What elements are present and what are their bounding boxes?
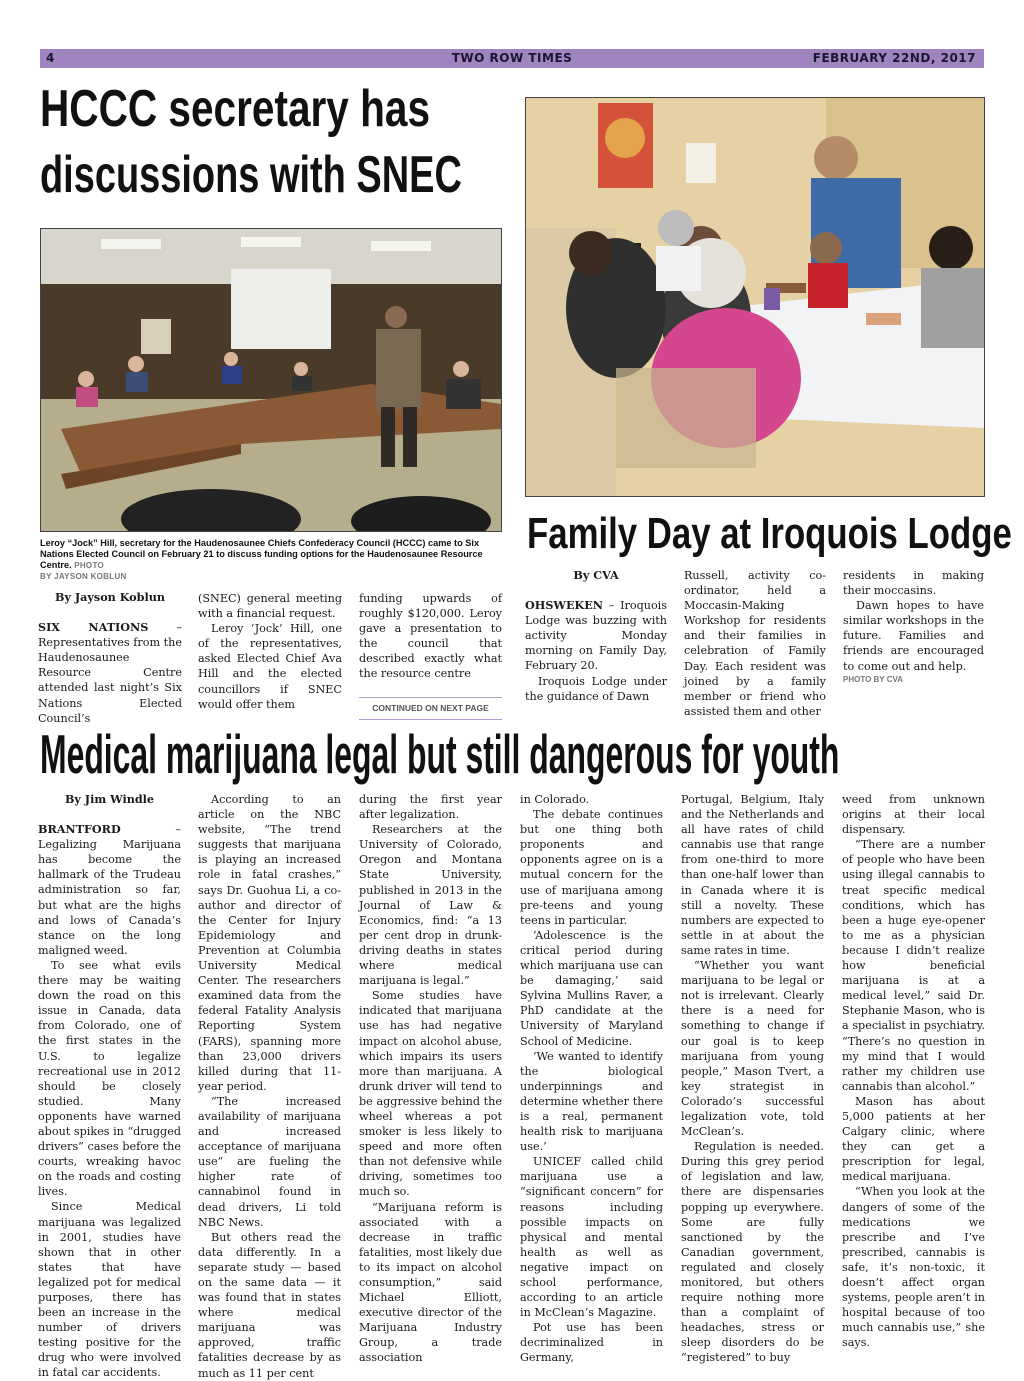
story3-paragraph: Regulation is needed. During this grey period of legislation and law, there are dispensaries popping up everywhere. Some are fully sanctioned by the Canadian government, regulated and closely monitored, but others require nothing more than a complaint of headaches, stress or sleep disorders do be “registered” to buy [681, 1140, 824, 1365]
council-meeting-photo [40, 228, 502, 532]
story2-byline: By CVA [573, 568, 619, 582]
issue-date: FEBRUARY 22ND, 2017 [812, 51, 976, 65]
story3-paragraph: Portugal, Belgium, Italy and the Netherlands and all have rates of child cannabis use that range from one-third to more than one-half lower than in Canada where it is still a novelty. These numbers are expected to settle in at about the same rates in time. [681, 793, 824, 957]
page-header-bar [40, 49, 984, 68]
caption-text: Leroy “Jock” Hill, secretary for the Haudenosaunee Chiefs Confederacy Council (HCCC) came to Six Nations Elected Council on February 21 to discuss funding options for the Haudenosaunee Resource Centre. [40, 538, 483, 570]
publication-name: TWO ROW TIMES [451, 51, 573, 65]
story3-paragraph: Researchers at the University of Colorado, Oregon and Montana State University, published in 2013 in the Journal of Law & Economics, find: “a 13 per cent drop in drunk-driving deaths in states where medical marijuana is legal.” [359, 823, 502, 988]
story1-byline: By Jayson Koblun [55, 590, 165, 604]
story3-byline: By Jim Windle [64, 792, 155, 806]
story3-paragraph: But others read the data differently. In a separate study — based on the same data — it was found that in states where medical marijuana was approved, traffic fatalities decrease by as much as 11 per cent [198, 1230, 341, 1380]
photo-credit-name: BY JAYSON KOBLUN [40, 572, 127, 581]
story1-headline-line2: discussions with SNEC [40, 146, 462, 204]
family-day-photo [525, 97, 985, 497]
photo-credit-label: PHOTO [74, 561, 105, 570]
story2-paragraph: Russell, activity co-ordinator, held a Moccasin-Making Workshop for residents and their families in celebration of Family Day. Each resident was joined by a family member or friend who assisted them and other [684, 569, 826, 718]
story3-paragraph: “When you look at the dangers of some of the medications we prescribe and I’ve prescribed, cannabis is safe, it’s non-toxic, it doesn’t affect organ systems, people aren’t in hospital because of too much cannabis use,” she says. [842, 1185, 985, 1350]
story3-paragraph: Some studies have indicated that marijuana use has had negative impact on alcohol abuse, which impairs its users more than marijuana. A drunk driver will tend to be aggressive behind the wheel whereas a pot smoker is less likely to speed and more often than not defensive while driving, sometimes too much so. [359, 989, 502, 1199]
story3-paragraph: “The increased availability of marijuana and increased acceptance of marijuana use” are fueling the higher rate of cannabinol found in dead drivers, Li told NBC News. [198, 1094, 341, 1229]
story3-column-6 [842, 792, 985, 1350]
story3-column-1 [38, 792, 181, 1381]
story2-paragraph: residents in making their moccasins. [843, 569, 984, 598]
story2-paragraph: Iroquois Lodge under the guidance of Dawn [525, 674, 667, 703]
story3-paragraph: during the first year after legalization. [359, 793, 502, 822]
story2-paragraph: Dawn hopes to have similar workshops in the future. Families and friends are encouraged to come out and help. [843, 599, 984, 673]
story1-dateline: SIX NATIONS [38, 620, 149, 635]
story1-column-2 [198, 591, 342, 712]
story2-column-3 [843, 568, 984, 685]
story3-column-5 [681, 792, 824, 1366]
story1-paragraph: (SNEC) general meeting with a financial request. [198, 592, 342, 621]
story1-paragraph: funding upwards of roughly $120,000. Leroy gave a presentation to the council that described exactly what the resource centre [359, 592, 502, 681]
story1-photo-caption [40, 538, 500, 582]
story3-paragraph: ‘We wanted to identify the biological underpinnings and determine whether there is a real, permanent health risk to marijuana use.’ [520, 1049, 663, 1154]
continued-next-page-link[interactable]: CONTINUED ON NEXT PAGE [359, 697, 502, 720]
story1-paragraph: Leroy ‘Jock’ Hill, one of the representatives, asked Elected Chief Ava Hill and the elected councillors if SNEC would offer them [198, 622, 342, 711]
story3-column-3 [359, 792, 502, 1366]
story3-paragraph: UNICEF called child marijuana use a “significant concern” for reasons including possible impacts on physical and mental health as well as negative impact on school performance, according to an article in McClean’s Magazine. [520, 1155, 663, 1320]
moccasin-workshop-illustration [526, 98, 984, 496]
story1-headline-line1: HCCC secretary has [40, 80, 431, 138]
page-number: 4 [46, 51, 55, 65]
story3-paragraph: in Colorado. [520, 793, 590, 806]
story3-paragraph: The debate continues but one thing both proponents and opponents agree on is a mutual concern for the use of marijuana among pre-teens and young teens in particular. [520, 808, 663, 927]
story2-headline: Family Day at Iroquois Lodge [527, 509, 1012, 558]
story3-paragraph: weed from unknown origins at their local dispensary. [842, 793, 985, 837]
story3-paragraph: “Marijuana reform is associated with a decrease in traffic fatalities, most likely due to its impact on alcohol consumption,” said Michael Elliott, executive director of the Marijuana Industry Group, a trade association [359, 1200, 502, 1365]
story3-column-2 [198, 792, 341, 1381]
story3-column-4 [520, 792, 663, 1366]
story1-column-1 [38, 590, 182, 726]
story3-paragraph: “Whether you want marijuana to be legal or not is irrelevant. Clearly there is a need for something to change if our goal is to keep marijuana from young people,” Mason Tvert, a key strategist in Colorado’s successful legalization vote, told McClean’s. [681, 959, 824, 1139]
story3-paragraph: Pot use has been decriminalized in Germany, [520, 1321, 663, 1365]
story2-dateline: OHSWEKEN [525, 598, 603, 613]
story3-paragraph: “There are a number of people who have been using illegal cannabis to treat specific medical conditions, which has been a huge eye-opener to me as a physician because I didn’t realize how beneficial marijuana is at a medical level,” said Dr. Stephanie Mason, who is a specialist in psychiatry. “There’s no question in my mind that I would rather my children use cannabis than alcohol.” [842, 838, 985, 1093]
story1-column-3 [359, 591, 502, 720]
story3-dateline: BRANTFORD [38, 822, 121, 837]
story3-headline: Medical marijuana legal but still dangerous for youth [40, 723, 840, 785]
story3-paragraph: ‘Adolescence is the critical period during which marijuana use can be damaging,’ said Sylvina Mullins Raver, a PhD candidate at the University of Maryland School of Medicine. [520, 928, 663, 1048]
story2-column-1 [525, 568, 667, 704]
story3-paragraph: To see what evils there may be waiting down the road on this issue in Canada, data from Colorado, one of the first states in the U.S. to legalize recreational use in 2012 should be closely studied. Many opponents have warned about spikes in “drugged drivers” cases before the courts, wreaking havoc on the roads and costing lives. [38, 958, 181, 1199]
story3-paragraph: According to an article on the NBC website, “The trend suggests that marijuana is playing an increased role in fatal crashes,” says Dr. Guohua Li, a co-author and director of the Center for Injury Epidemiology and Prevention at Columbia University Medical Center. The researchers examined data from the federal Fatality Analysis Reporting System (FARS), spanning more than 23,000 drivers killed during that 11-year period. [198, 793, 341, 1093]
story3-text: – Legalizing Marijuana has become the hallmark of the Trudeau administration so far, but what are the highs and lows of Canada’s stance on the long maligned weed. [38, 823, 181, 957]
story3-paragraph: Mason has about 5,000 patients at her Calgary clinic, where they can get a prescription for legal, medical marijuana. [842, 1094, 985, 1184]
story2-text: – Iroquois Lodge was buzzing with activity Monday morning on Family Day, February 20. [525, 599, 668, 673]
story3-paragraph: Since Medical marijuana was legalized in 2001, studies have shown that in other states that have legalized pot for medical purposes, there has been an increase in the number of drivers testing positive for the drug who were involved in fatal car accidents. [38, 1200, 181, 1380]
council-meeting-illustration [41, 229, 501, 531]
story1-text: – Representatives from the Haudenosaunee Resource Centre attended last night’s Six Nations Elected Council’s [38, 621, 183, 725]
story2-photo-credit: PHOTO BY CVA [843, 674, 904, 684]
story2-column-2 [684, 568, 826, 719]
